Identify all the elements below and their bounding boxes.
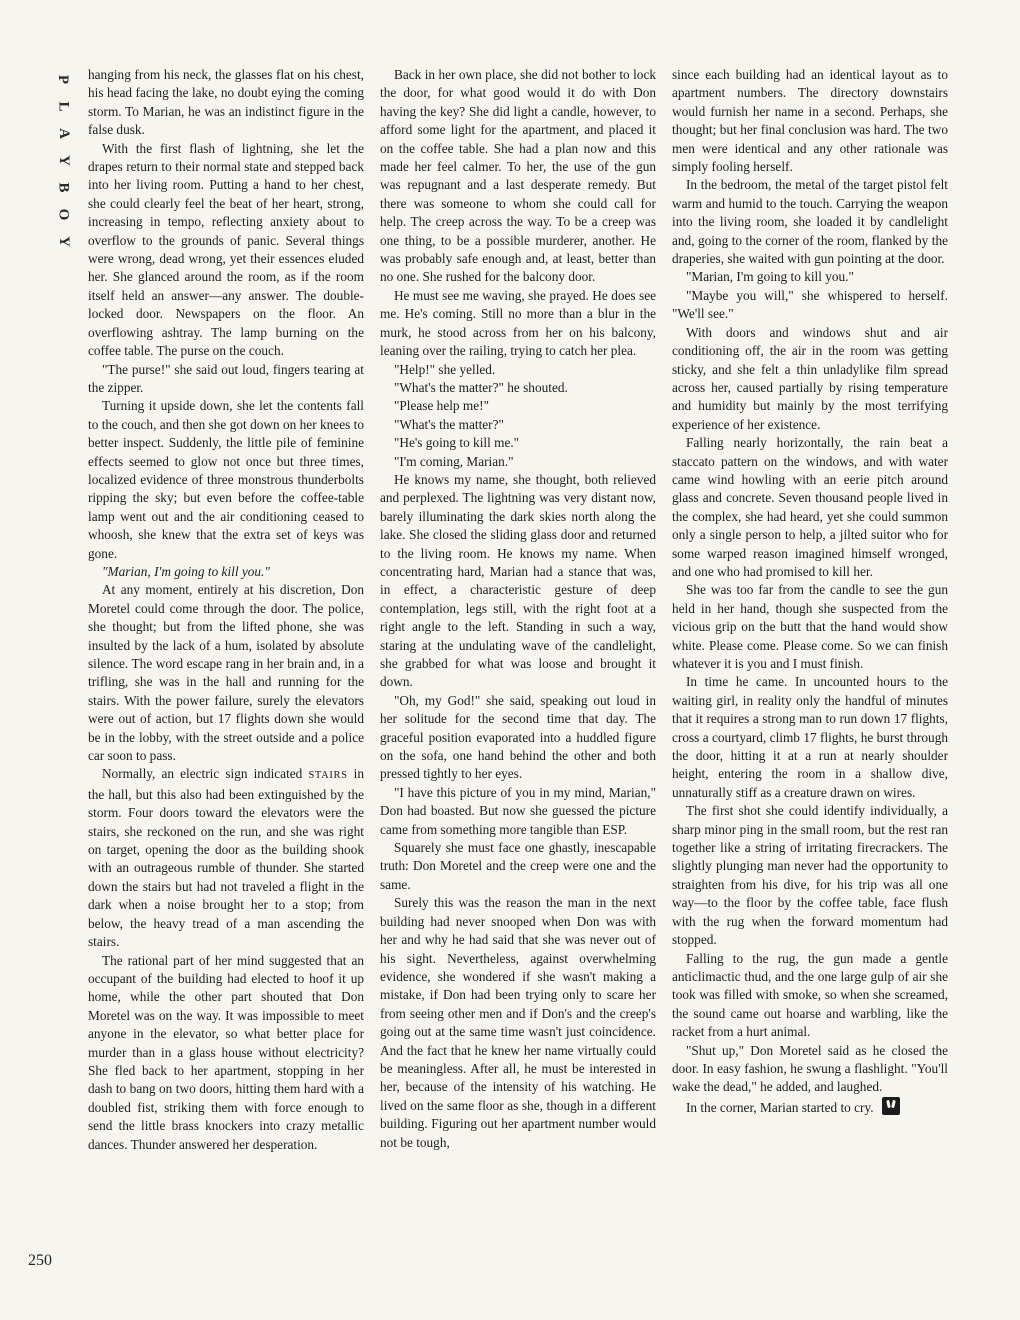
paragraph-text: Normally, an electric sign indicated (101, 766, 303, 782)
paragraph-text: In time he came. In uncounted hours to the waiting girl, in reality only the handful of minutes that it requires a strong man to run down 17 flights, cross a courtyard, climb 17 flights, he burst through the door, hitting it at a run at nearly shoulder height, entering the room in a shallow dive, unnaturally stiff as a creature drawn on wires. (672, 674, 948, 800)
paragraph (380, 66, 656, 287)
paragraph (672, 1042, 948, 1097)
paragraph (380, 839, 656, 894)
paragraph-text: "Please help me!" (393, 398, 489, 414)
paragraph-text: "The purse!" she said out loud, fingers tearing at the zipper. (88, 361, 364, 395)
paragraph-text: Falling to the rug, the gun made a gentle anticlimactic thud, and the one large gulp of air she took was filled with smoke, so when she screamed, the sound came out hoarse and warbling, like the racket from a hurt animal. (672, 950, 948, 1040)
paragraph (88, 952, 364, 1154)
paragraph-text: She was too far from the candle to see the gun held in her hand, though she suspected from the vicious grip on the butt that the hand would show white. Please come. Please come. So we can finish whatever it is you and I must finish. (672, 582, 948, 671)
paragraph-text: Back in her own place, she did not bother to lock the door, for what good would it do with Don having the key? She did light a candle, however, to afford some light for the apartment, and placed it on the coffee table. She had a plan now and this made her feel calmer. To her, the use of the gun was repugnant and a last desperate remedy. But there was someone to whom she could call for help. The creep across the way. To be a creep was one thing, to be a possible murderer, another. He was probably safe enough and, at least, better than no one. She rushed for the balcony door. (380, 67, 656, 285)
paragraph (88, 581, 364, 765)
masthead-letter: B (55, 182, 72, 193)
paragraph-text: The first shot she could identify individually, a sharp minor ping in the small room, but the rest ran together like a string of irritating firecrackers. The slightly plunging man never had the opportunity to straighten from his dive, for his trip was all one way—to the floor by the coffee table, face flush with the rug when the forward momentum had stopped. (672, 803, 948, 948)
paragraph-text: With doors and windows shut and air conditioning off, the air in the room was getting sticky, and she felt a thin unladylike film spread across her, caused partially by rising temperature and humidity but mainly by the most terrifying experience of her existence. (672, 324, 948, 432)
paragraph-text: "Marian, I'm going to kill you." (101, 563, 270, 579)
masthead-letter: Y (55, 155, 72, 166)
masthead-letter: Y (55, 236, 72, 247)
masthead-letter: A (55, 128, 72, 139)
paragraph (380, 416, 656, 434)
paragraph (380, 784, 656, 839)
paragraph-text: At any moment, entirely at his discretion, Don Moretel could come through the door. The police, she thought; but from the lifted phone, she was insulted by the lack of a hum, isolated by absolute silence. The word escape rang in her brain and, in a trifling, she was in the hall and running for the stairs. With the power failure, surely the elevators were out of action, but 17 flights down she would be in the lobby, with the street outside and a police car soon to pass. (88, 582, 364, 764)
paragraph-text: Turning it upside down, she let the contents fall to the couch, and then she got down on her knees to better inspect. Suddenly, the little pile of feminine effects seemed to glow not once but three times, localized evidence of three monstrous thunderbolts ripping the sky; but even before the coffee-table lamp went out and the air conditioning ceased to whoosh, she knew that the extra set of keys was gone. (88, 398, 364, 561)
paragraph (672, 268, 948, 286)
page-number: 250 (28, 1252, 52, 1269)
paragraph (380, 894, 656, 1152)
paragraph-text: hanging from his neck, the glasses flat on his chest, his head facing the lake, no doubt eying the coming storm. To Marian, he was an indistinct figure in the false dusk. (88, 67, 364, 138)
paragraph-text: "Oh, my God!" she said, speaking out loud in her solitude for the second time that day. The graceful position evaporated into a huddled figure on the sofa, one hand behind the other and both pressed tightly to her eyes. (380, 692, 656, 782)
paragraph-text: He knows my name, she thought, both relieved and perplexed. The lightning was very distant now, barely illuminating the dark skies north along the lake. She closed the sliding glass door and returned to the living room. He knows my name. When concentrating hard, Marian had a stance that was, in effect, a characteristic gesture of deep contemplation, legs still, with the right foot at a right angle to the left. Standing in such a way, staring at the undulating wave of the candlelight, she grabbed for what was loose and brought it down. (380, 471, 656, 690)
paragraph (380, 397, 656, 415)
paragraph (672, 1097, 948, 1117)
paragraph-text: With the first flash of lightning, she let the drapes return to their normal state and stepped back into her living room. Putting a hand to her chest, she could clearly feel the beat of her heart, strong, increasing in tempo, reflecting anxiety about to overflow to the grounds of panic. Several things were wrong, dead wrong, yet their essences eluded her. She glanced around the room, as if the room itself held an answer—any answer. The double-locked door. Newspapers on the floor. An overflowing ashtray. The lamp burning on the coffee table. The purse on the couch. (88, 140, 364, 359)
end-mark-rabbit-icon (882, 1097, 900, 1115)
paragraph-text: "I have this picture of you in my mind, Marian," Don had boasted. But now she guessed the picture came from something more tangible than ESP. (380, 784, 656, 837)
paragraph (88, 563, 364, 581)
paragraph (672, 66, 948, 176)
paragraph (672, 673, 948, 802)
paragraph-text: "I'm coming, Marian." (393, 453, 514, 469)
paragraph (672, 434, 948, 581)
paragraph-text: "What's the matter?" he shouted. (393, 379, 568, 395)
paragraph (88, 140, 364, 361)
paragraph (672, 950, 948, 1042)
paragraph-text: since each building had an identical layout as to apartment numbers. The directory downstairs would furnish her name in a second. Perhaps, she thought; but her final conclusion was hard. The two men were identical and any other rationale was simply fooling herself. (672, 67, 948, 175)
paragraph-text: Surely this was the reason the man in the next building had never snooped when Don was with her and why he had said that she was never out of his sight. Nevertheless, against overwhelming evidence, she wondered if she wasn't making a mistake, if Don had been trying only to scare her from seeing other men and if Don's and the creep's going out at the same time wasn't just coincidence. And the fact that he knew her name virtually could be meaningless. After all, he must be interested in her, because of the intensity of his watching. He lived on the same floor as she, though in a different building. Figuring out her apartment number would not be tough, (380, 895, 656, 1150)
paragraph (380, 287, 656, 361)
paragraph (672, 802, 948, 949)
text-column-1 (88, 66, 364, 1276)
masthead-letter: P (55, 74, 72, 85)
masthead-letter: O (55, 208, 72, 221)
paragraph (380, 434, 656, 452)
paragraph (380, 379, 656, 397)
text-column-3 (672, 66, 948, 1276)
paragraph-text: "Help!" she yelled. (393, 361, 496, 377)
paragraph-text: "Shut up," Don Moretel said as he closed the door. In easy fashion, he swung a flashlight. "You'll wake the dead," he added, and laughed. (672, 1042, 948, 1095)
paragraph (380, 361, 656, 379)
paragraph-text: He must see me waving, she prayed. He does see me. He's coming. Still no more than a blur in the murk, he stood across from her on his balcony, leaning over the railing, trying to catch her plea. (380, 287, 656, 359)
paragraph (88, 361, 364, 398)
paragraph-text: Squarely she must face one ghastly, inescapable truth: Don Moretel and the creep were one and the same. (380, 840, 656, 892)
paragraph-text: In the corner, Marian started to cry. (685, 1099, 874, 1115)
paragraph (672, 324, 948, 434)
paragraph (380, 692, 656, 784)
paragraph-text: "Maybe you will," she whispered to herself. "We'll see." (672, 287, 948, 322)
paragraph-text: In the bedroom, the metal of the target pistol felt warm and humid to the touch. Carrying the weapon into the living room, she loaded it by candlelight and, going to the corner of the room, flanked by the draperies, she waited with gun pointing at the door. (672, 177, 948, 267)
paragraph (380, 471, 656, 692)
paragraph-text: "He's going to kill me." (393, 435, 520, 451)
masthead (52, 66, 74, 255)
small-caps-word: STAIRS (308, 770, 348, 782)
paragraph-text: "What's the matter?" (393, 416, 504, 432)
paragraph (380, 453, 656, 471)
paragraph-text: Falling nearly horizontally, the rain beat a staccato pattern on the windows, and with water came wind howling with an eerie pitch around glass and concrete. Seven thousand people lived in the complex, she had heard, yet she could summon only a single person to help, a jilted suitor who for some warped reason imagined himself wronged, and one who had promised to kill her. (672, 435, 948, 579)
paragraph (88, 765, 364, 951)
masthead-letter: L (55, 101, 72, 112)
text-column-2 (380, 66, 656, 1276)
paragraph (88, 397, 364, 563)
paragraph (672, 176, 948, 268)
paragraph-text: "Marian, I'm going to kill you." (685, 269, 854, 285)
paragraph-text-continued: in the hall, but this also had been extinguished by the storm. Four doors toward the elevators were the stairs, she reckoned on the run, and she was right on target, opening the door as the building shook with an outrageous rumble of thunder. She started down the stairs but had not traveled a flight in the dark when a noise brought her to a stop; from below, the heavy tread of a man ascending the stairs. (88, 766, 364, 950)
paragraph (88, 66, 364, 140)
paragraph (672, 287, 948, 324)
paragraph (672, 581, 948, 673)
paragraph-text: The rational part of her mind suggested that an occupant of the building had elected to hoof it up home, while the other part shouted that Don Moretel was on the way. It was impossible to meet anyone in the elevator, so what better place for murder than in a glass house without electricity? She fled back to her apartment, stopping in her dash to bang on two doors, hitting them hard with a doubled fist, striking them with force enough to send the little brass knockers into crazy metallic dances. Thunder answered her desperation. (88, 952, 364, 1152)
